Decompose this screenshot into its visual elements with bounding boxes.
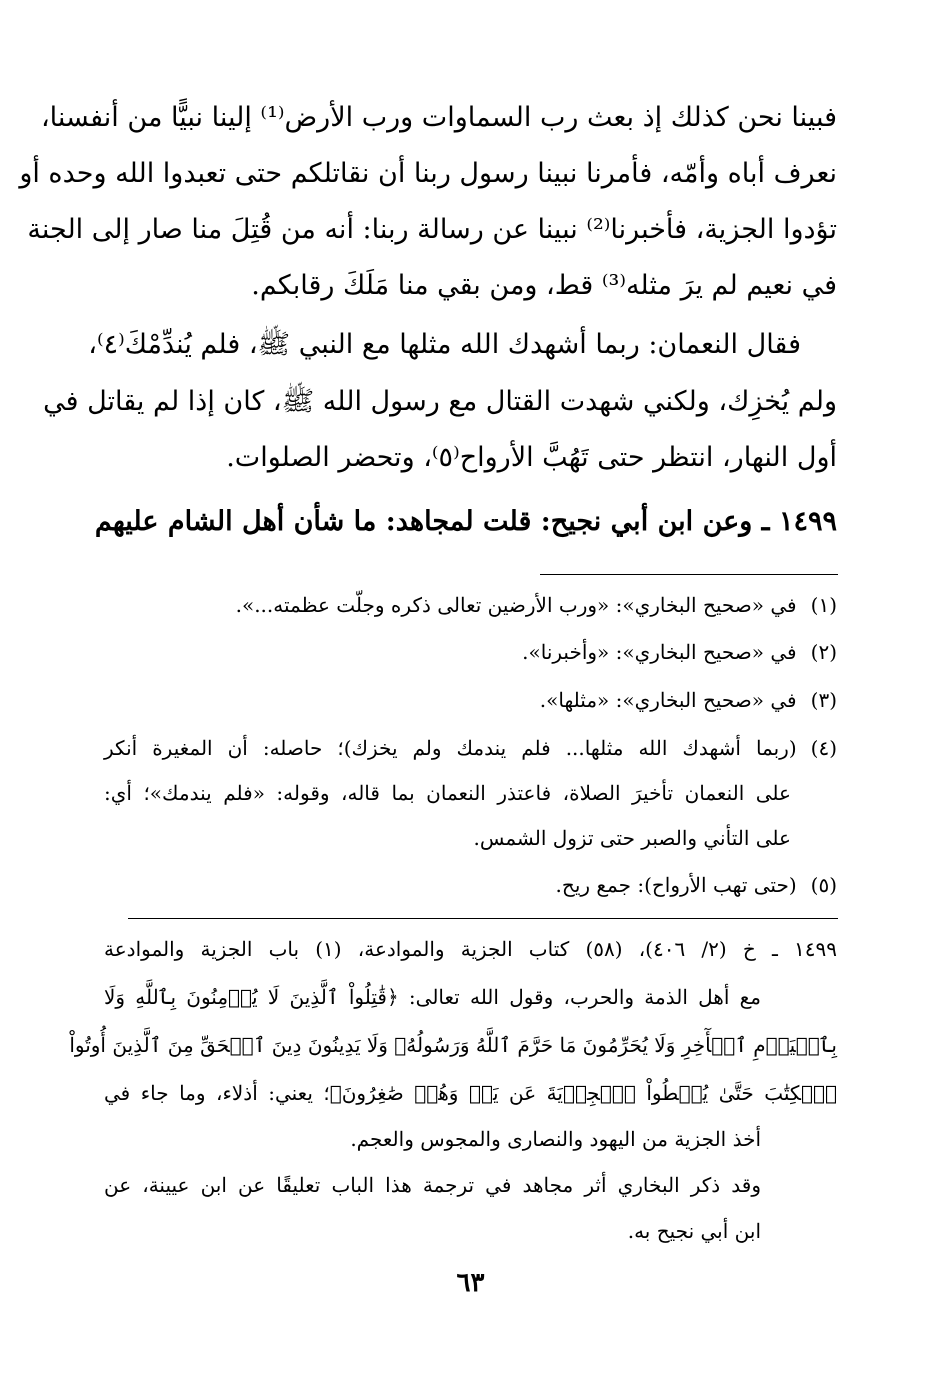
main-text-line-2: نعرف أباه وأمّه، فأمرنا نبينا رسول ربنا أن نقاتلكم حتى تعبدوا الله وحده أو	[19, 158, 837, 189]
footnote-number: (٤)	[810, 736, 837, 760]
footnote-text: (حتى تهب الأرواح): جمع ريح.	[555, 873, 797, 897]
footnote-number: (٣)	[810, 688, 837, 712]
footnote-text: في «صحيح البخاري»: «وأخبرنا».	[522, 640, 797, 664]
source-line-7: ابن أبي نجيح به.	[627, 1219, 761, 1243]
footnote-3	[104, 685, 837, 715]
source-line-2: مع أهل الذمة والحرب، وقول الله تعالى: ﴿قَٰتِلُواْ ٱلَّذِينَ لَا يُؤۡمِنُونَ بِٱللَّهِ وَلَا	[104, 985, 761, 1009]
source-line-1: ١٤٩٩ ـ خ (٢/ ٤٠٦)، (٥٨) كتاب الجزية والموادعة، (١) باب الجزية والموادعة	[104, 937, 837, 961]
source-line-3: بِٱلۡيَوۡمِ ٱلۡأٓخِرِ وَلَا يُحَرِّمُونَ مَا حَرَّمَ ٱللَّهُ وَرَسُولُهُۥ وَلَا يَدِينُونَ دِينَ ٱلۡحَقِّ مِنَ ٱلَّذِينَ أُوتُواْ	[69, 1033, 837, 1057]
main-text-line-4: في نعيم لم يرَ مثله⁽³⁾ قط، ومن بقي منا مَلَكَ رقابكم.	[251, 270, 837, 301]
footnote-5	[104, 870, 837, 900]
source-line-4: ٱلۡكِتَٰبَ حَتَّىٰ يُعۡطُواْ ٱلۡجِزۡيَةَ عَن يَدٖ وَهُمۡ صَٰغِرُونَ﴾؛ يعني: أذلاء، وما جاء في	[104, 1081, 837, 1105]
main-text-line-1: فبينا نحن كذلك إذ بعث رب السماوات ورب الأرض⁽¹⁾ إلينا نبيًّا من أنفسنا،	[40, 102, 837, 133]
footnote-text: (ربما أشهدك الله مثلها... فلم يندمك ولم يخزك)؛ حاصله: أن المغيرة أنكر	[104, 736, 797, 760]
hadith-1499-line: ١٤٩٩ ـ وعن ابن أبي نجيح: قلت لمجاهد: ما شأن أهل الشام عليهم	[94, 506, 837, 537]
main-text-line-6: ولم يُخزِك، ولكني شهدت القتال مع رسول الله ﷺ، كان إذا لم يقاتل في	[43, 386, 837, 417]
footnote-number: (١)	[810, 593, 837, 617]
footnote-number: (٢)	[810, 640, 837, 664]
source-separator	[128, 918, 838, 919]
main-text-line-3: تؤدوا الجزية، فأخبرنا⁽²⁾ نبينا عن رسالة ربنا: أنه من قُتِلَ منا صار إلى الجنة	[27, 214, 837, 245]
page-number: ٦٣	[456, 1268, 485, 1298]
footnote-number: (٥)	[810, 873, 837, 897]
footnote-text: في «صحيح البخاري»: «ورب الأرضين تعالى ذكره وجلّت عظمته...».	[235, 593, 797, 617]
footnote-separator	[540, 574, 838, 575]
footnote-text: في «صحيح البخاري»: «مثلها».	[539, 688, 797, 712]
source-line-6: وقد ذكر البخاري أثر مجاهد في ترجمة هذا الباب تعليقًا عن ابن عيينة، عن	[104, 1173, 761, 1197]
footnote-4-line-3: على التأني والصبر حتى تزول الشمس.	[473, 826, 791, 850]
footnote-2	[104, 637, 837, 667]
footnote-4-line-2: على النعمان تأخيرَ الصلاة، فاعتذر النعمان بما قاله، وقوله: «فلم يندمك»؛ أي:	[104, 781, 791, 805]
footnote-4	[104, 733, 837, 763]
main-text-line-5: فقال النعمان: ربما أشهدك الله مثلها مع النبي ﷺ، فلم يُندِّمْكَ⁽٤⁾،	[88, 329, 801, 360]
source-line-5: أخذ الجزية من اليهود والنصارى والمجوس والعجم.	[350, 1127, 761, 1151]
main-text-line-7: أول النهار، انتظر حتى تَهُبَّ الأرواح⁽٥⁾، وتحضر الصلوات.	[226, 442, 837, 473]
footnote-1	[104, 590, 837, 620]
